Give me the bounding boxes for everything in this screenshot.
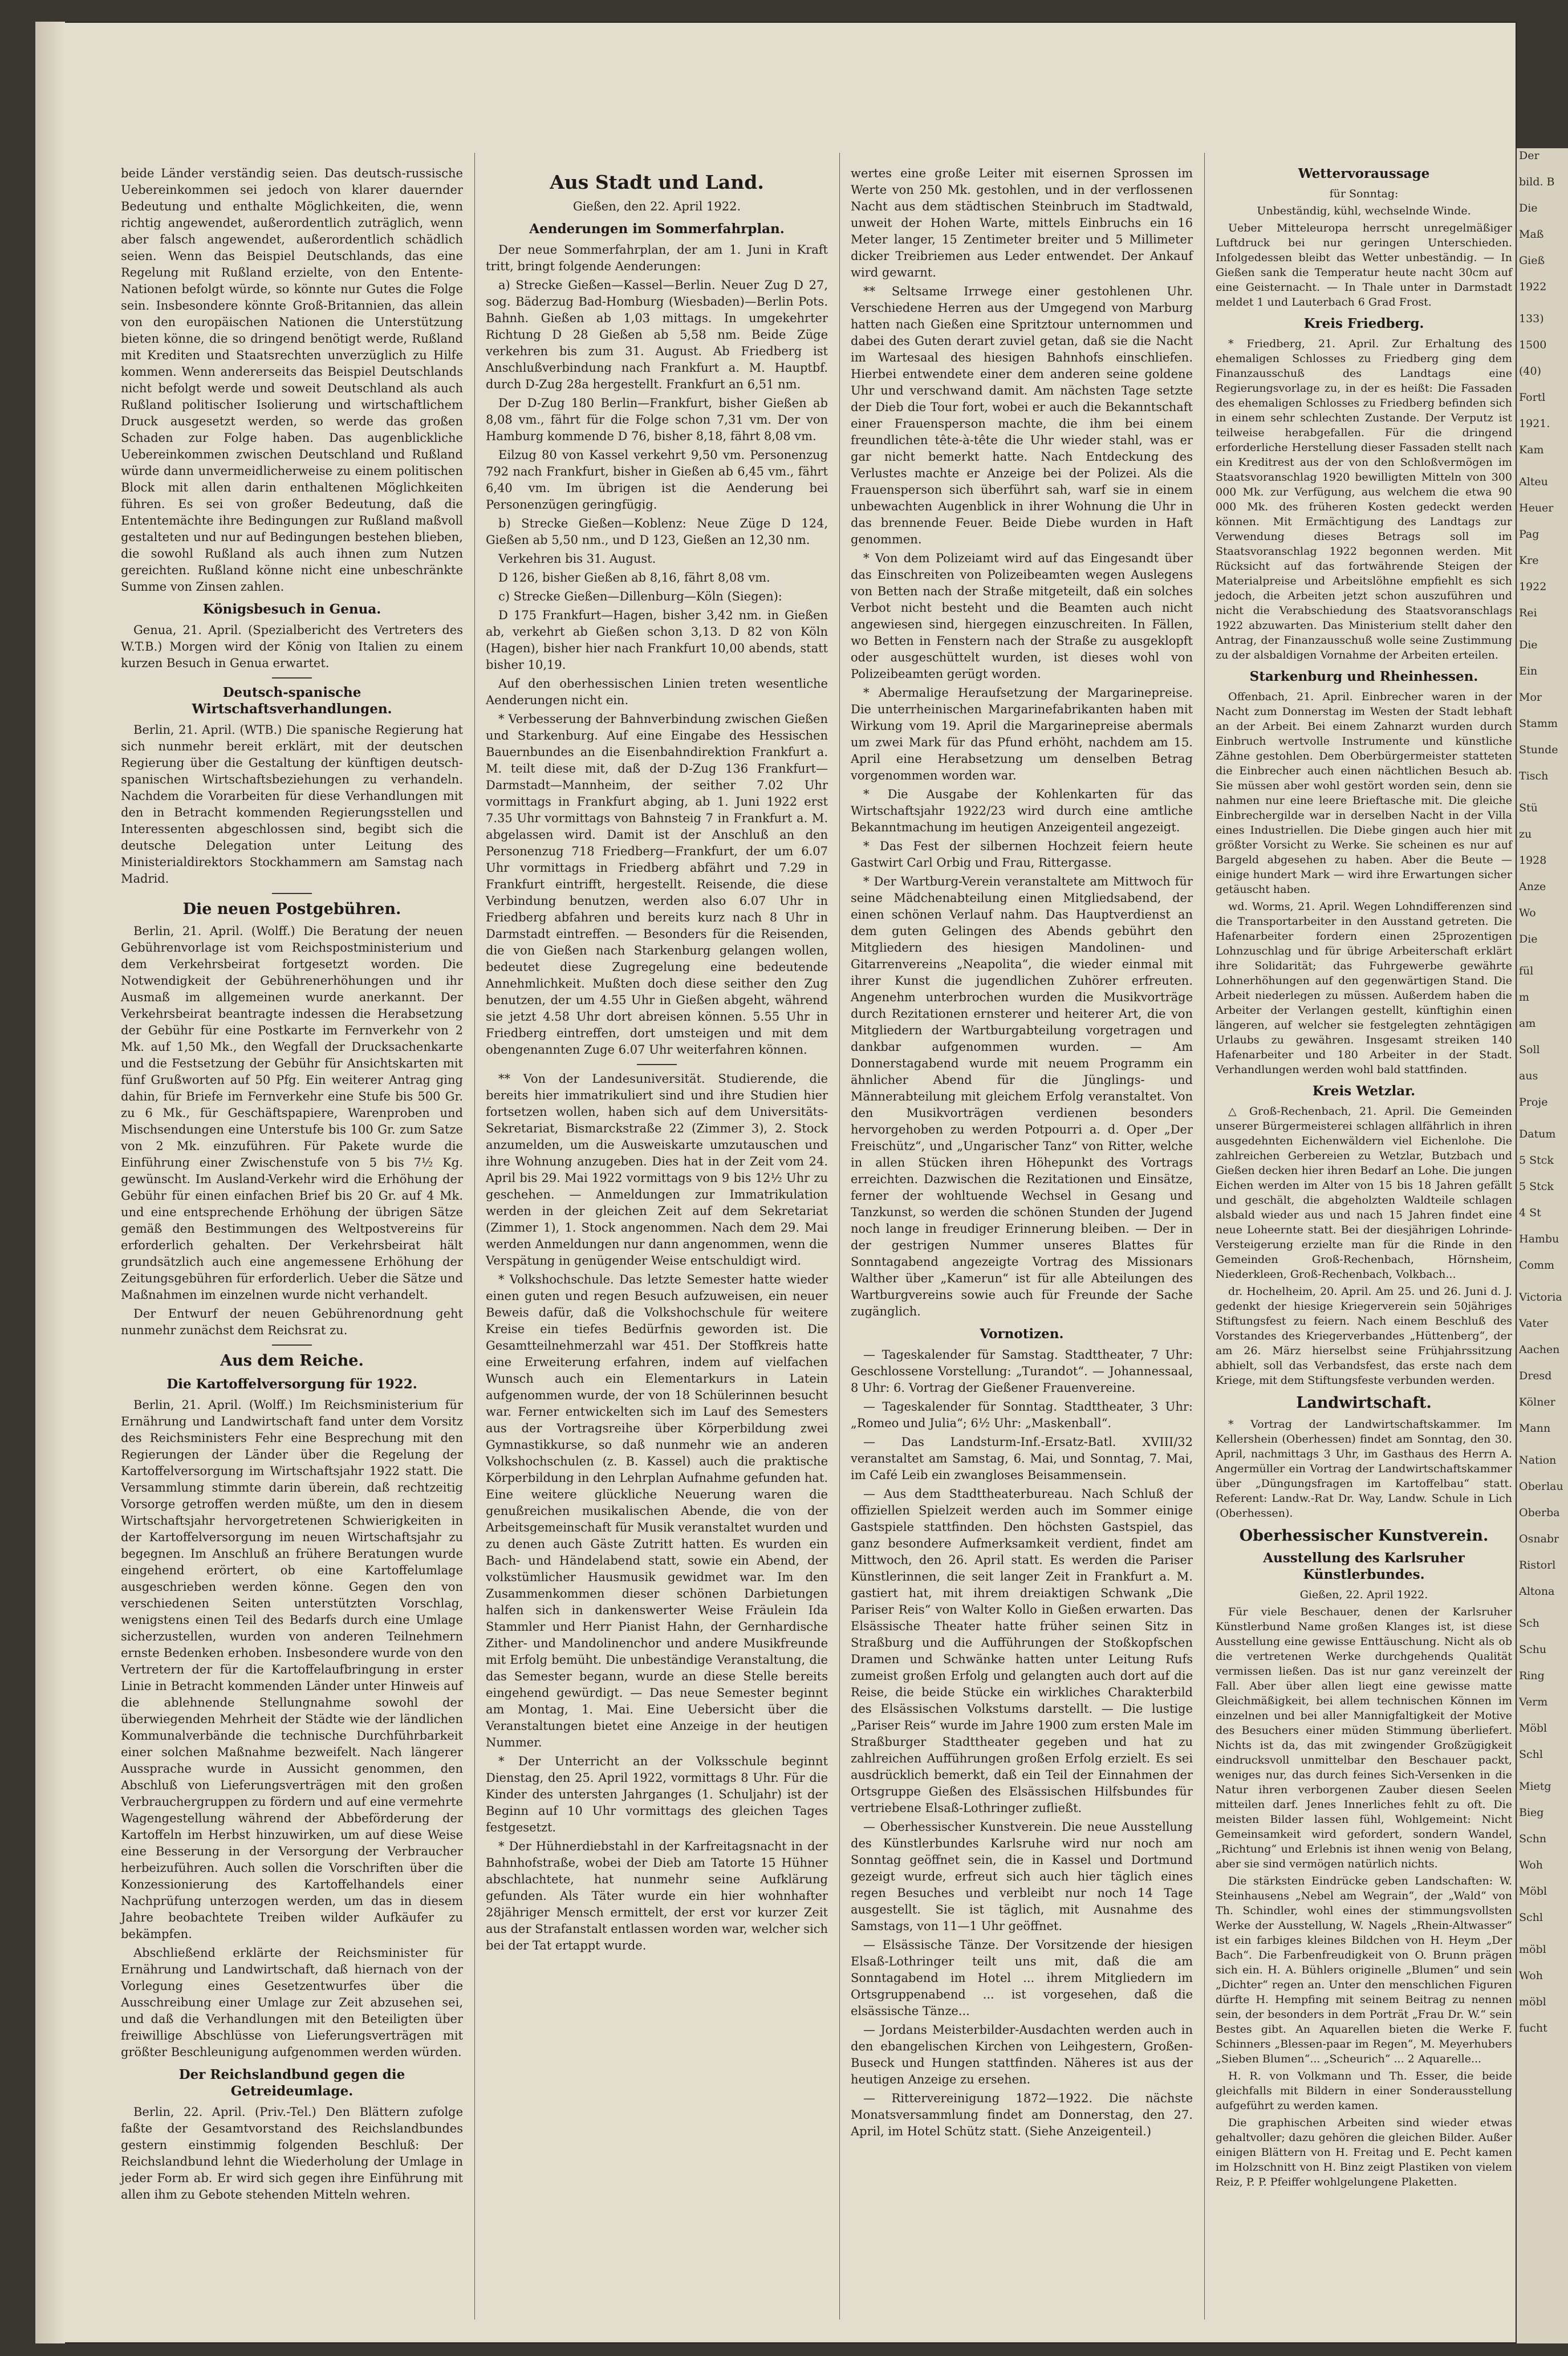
adjacent-page-line: fucht bbox=[1519, 2022, 1547, 2034]
adjacent-page-line: 5 Stck bbox=[1519, 1180, 1554, 1193]
adjacent-page-line: 1922 bbox=[1519, 580, 1547, 593]
adjacent-page-line: Victoria bbox=[1519, 1291, 1562, 1303]
heading-starkenburg: Starkenburg und Rheinhessen. bbox=[1249, 669, 1478, 684]
adjacent-page-line: Aachen bbox=[1519, 1343, 1560, 1356]
divider bbox=[272, 893, 312, 894]
notice-sonntag: — Tageskalender für Sonntag. Stadttheater, 3 Uhr: „Romeo und Julia“; 6½ Uhr: „Maskenball“. bbox=[851, 1400, 1193, 1430]
fahrplan-paragraph: b) Strecke Gießen—Koblenz: Neue Züge D 124, Gießen ab 5,50 nm., und D 123, Gießen an 12,30 nm. bbox=[486, 517, 828, 547]
adjacent-page-line: 1500 bbox=[1519, 339, 1547, 351]
adjacent-page-line: Schn bbox=[1519, 1833, 1547, 1845]
article-kartoffel-2: Abschließend erklärte der Reichsminister für Ernährung und Landwirtschaft, daß hiernach von der Vorlegung eines Gesetzentwurfes über die Ausschreibung einer Umlage zur Zeit abzusehen sei, und daß die Verhandlungen mit den Beteiligten über freiwillige Abschlüsse von Lieferungsverträgen mit größter Beschleunigung aufgenommen werden würden. bbox=[121, 1946, 463, 2059]
fahrplan-paragraph: a) Strecke Gießen—Kassel—Berlin. Neuer Zug D 27, sog. Bäderzug Bad-Homburg (Wiesbaden)—Berlin Pots. Bahnh. Gießen ab 1,03 mittags. In umgekehrter Richtung D 28 Gießen ab 5,58 nm. Beide Züge verkehren bis zum 31. August. Ab Friedberg ist Anschlußverbindung nach Frankfurt a. M. Hauptbf. durch D-Zug 28a hergestellt. Frankfurt an 6,51 nm. bbox=[486, 278, 828, 391]
adjacent-page-line: Proje bbox=[1519, 1096, 1548, 1108]
article-worms: wd. Worms, 21. April. Wegen Lohndifferenzen sind die Transportarbeiter in den Ausstand getreten. Die Hafenarbeiter fordern einen 25prozentigen Lohnzuschlag und für übrige Arbeiterschaft erklärt ihre Solidarität; das Fuhrgewerbe gewährte Lohnerhöhungen auf den gegenwärtigen Stand. Die Arbeit niederlegen zu müssen. Außerdem haben die Arbeiter der Verlangen gestellt, künftighin einen längeren, auf welcher sie festgelegten zehntägigen Urlaubs zu gewähren. Insgesamt streiken 140 Hafenarbeiter und 180 Arbeiter in der Stadt. Verhandlungen werden wohl bald stattfinden. bbox=[1216, 900, 1512, 1076]
article-margarine: * Abermalige Heraufsetzung der Margarinepreise. Die unterrheinischen Margarinefabrikanten haben mit Wirkung vom 19. April die Margarinepreise abermals um zwei Mark für das Pfund erhöht, nachdem am 15. April eine Herabsetzung um denselben Betrag vorgenommen worden war. bbox=[851, 686, 1193, 782]
adjacent-page-line: Mietg bbox=[1519, 1780, 1551, 1793]
article-landesuniversitaet: ** Von der Landesuniversität. Studierende, die bereits hier immatrikuliert sind und ihre Studien hier fortsetzen wollen, haben sich auf dem Universitäts-Sekretariat, Bismarckstraße 22 (Zimmer 3), 2. Stock anzumelden, um die Ausweiskarte umzutauschen und ihre Wohnung anzugeben. Dies hat in der Zeit vom 24. April bis 29. Mai 1922 vormittags von 9 bis 12½ Uhr zu geschehen. — Anmeldungen zur Immatrikulation werden in der gleichen Zeit auf dem Sekretariat (Zimmer 1), 1. Stock angenommen. Nach dem 29. Mai werden Anmeldungen nur dann angenommen, wenn die Verspätung in genügender Weise entschuldigt wird. bbox=[486, 1072, 828, 1268]
adjacent-page-line: m bbox=[1519, 991, 1530, 1004]
fahrplan-paragraph: Der neue Sommerfahrplan, der am 1. Juni in Kraft tritt, bringt folgende Aenderungen: bbox=[486, 243, 828, 273]
adjacent-page-line: aus bbox=[1519, 1070, 1538, 1082]
article-kohlenkarten: * Die Ausgabe der Kohlenkarten für das Wirtschaftsjahr 1922/23 wird durch eine amtliche Bekanntmachung im heutigen Anzeigenteil angezeigt. bbox=[851, 787, 1193, 834]
adjacent-page-line: Der bbox=[1519, 149, 1539, 162]
adjacent-page-line: Schl bbox=[1519, 1911, 1543, 1924]
adjacent-page-line: Altona bbox=[1519, 1585, 1555, 1598]
article-silberhochzeit: * Das Fest der silbernen Hochzeit feiern heute Gastwirt Carl Orbig und Frau, Rittergasse. bbox=[851, 839, 1193, 870]
adjacent-page-line: am bbox=[1519, 1017, 1536, 1030]
article-kartoffel: Berlin, 21. April. (Wolff.) Im Reichsministerium für Ernährung und Landwirtschaft fand unter dem Vorsitz des Reichsministers Fehr eine Besprechung mit den Regierungen der Länder über die Regelung der Kartoffelversorgung im Wirtschaftsjahr 1922 statt. Die Versammlung stimmte darin überein, daß rechtzeitig Vorsorge getroffen werden müßte, um den in diesem Wirtschaftsjahr hervorgetretenen Schwierigkeiten in der Kartoffelversorgung im neuen Wirtschaftsjahr zu begegnen. Im Anschluß an frühere Beratungen wurde eingehend erörtert, ob eine Kartoffelumlage ausgeschrieben werden könne. Gegen den von verschiedenen Seiten unterstützten Vorschlag, wenigstens einen Teil des Bedarfs durch eine Umlage sicherzustellen, wurden von anderen Teilnehmern ernste Bedenken erhoben. Insbesondere wurde von den Vertretern der für die Kartoffelaufbringung in erster Linie in Betracht kommenden Länder unter Hinweis auf die ablehnende Stellungnahme sowohl der überwiegenden Mehrheit der Städte wie der ländlichen Kommunalverbände die technische Durchführbarkeit einer solchen Maßnahme bezweifelt. Nach längerer Aussprache wurde in Aussicht genommen, den Abschluß von Lieferungsverträgen mit den großen Verbrauchergruppen zu fördern und auf eine vermehrte Wagengestellung während der Abbeförderung der Kartoffeln im Herbst hinzuwirken, um auf diese Weise eine Besserung in der Versorgung der Verbraucher herbeizuführen. Auch sollen die Vorschriften über die Konzessionierung des Kartoffelhandels einer Nachprüfung unterzogen werden, um das in diesem Jahre beobachtete Treiben wilder Aufkäufer zu bekämpfen. bbox=[121, 1398, 463, 1941]
fahrplan-paragraph: Eilzug 80 von Kassel verkehrt 9,50 vm. Personenzug 792 nach Frankfurt, bisher in Gießen ab 6,45 vm., fährt 6,40 vm. Im übrigen ist die Aenderung bei Personenzügen geringfügig. bbox=[486, 448, 828, 511]
heading-vornotizen: Vornotizen. bbox=[980, 1326, 1064, 1342]
kunstverein-review: Für viele Beschauer, denen der Karlsruher Künstlerbund Name großen Klanges ist, ist diese Ausstellung eine gewisse Enttäuschung. Nicht als ob die vertretenen Werke durchgehends Qualität vermissen ließen. Das ist nur ganz vereinzelt der Fall. Aber über allen liegt eine gewisse matte Gleichmäßigkeit, bei allem technischen Können im einzelnen und bei aller Mannigfaltigkeit der Motive des Besuchers einer müden Stimmung überliefert. Nichts ist da, das mit zwingender Großzügigkeit eindrucksvoll unmittelbar den Beschauer packt, weniges nur, das durch feines Sich-Versenken in die Natur ihren verborgenen Zauber diesen Seelen mitteilen darf. Jenes Innerliches fehlt zu oft. Die meisten Bilder lassen fühl, Wohlgemeint: Nicht Gemeinsamkeit wird gefordert, sondern Wandel, „Richtung“ und Erlebnis ist ihnen wenig von Belang, aber sie sind vermögen natürlich nichts. bbox=[1216, 1606, 1512, 1870]
article-volksschule: * Der Unterricht an der Volksschule beginnt Dienstag, den 25. April 1922, vormittags 8 Uhr. Für die Kinder des untersten Jahrganges (1. Schuljahr) ist der Beginn auf 10 Uhr vormittags des gleichen Tages festgesetzt. bbox=[486, 1754, 828, 1834]
article-gross-rechenbach: △ Groß-Rechenbach, 21. April. Die Gemeinden unserer Bürgermeisterei schlagen allfährlich in ihren ausgedehnten Eichenwäldern viel Eichenlohe. Die zahlreichen Gerbereien zu Wetzlar, Butzbach und Gießen decken hier ihren Bedarf an Lohe. Die jungen Eichen werden im Alter von 15 bis 18 Jahren gefällt und geschält, die abgeholzten Waldteile schlagen alsbald wieder aus und nach 15 Jahren findet eine neue Loheernte statt. Bei der diesjährigen Lohrinde-Versteigerung erzielte man für die Rinde in den Gemeinden Groß-Rechenbach, Hörnsheim, Niederkleen, Groß-Rechenbach, Volkbach... bbox=[1216, 1105, 1512, 1281]
heading-kreis-friedberg: Kreis Friedberg. bbox=[1303, 316, 1424, 331]
column-3 bbox=[851, 165, 1193, 2142]
column-rule bbox=[474, 153, 475, 2320]
adjacent-page-line: 4 St bbox=[1519, 1207, 1541, 1219]
fahrplan-paragraph: D 175 Frankfurt—Hagen, bisher 3,42 nm. in Gießen ab, verkehrt ab Gießen schon 3,13. D 82 von Köln (Hagen), bisher hier nach Frankfurt 10,00 abends, statt bisher 10,19. bbox=[486, 608, 828, 672]
adjacent-page-line: Ring bbox=[1519, 1669, 1545, 1682]
article-leiter-diebstahl: wertes eine große Leiter mit eisernen Sprossen im Werte von 250 Mk. gestohlen, und in der verflossenen Nacht aus dem städtischen Steinbruch im Stadtwald, unweit der Hohen Warte, mittels Einbruchs ein 16 Meter langer, 15 Zentimeter breiter und 5 Millimeter dicker Treibriemen aus Leder entwendet. Der Ankauf wird gewarnt. bbox=[851, 166, 1193, 279]
kunstverein-review: H. R. von Volkmann und Th. Esser, die beide gleichfalls mit Bildern in einer Sonderausstellung aufgeführt zu werden kamen. bbox=[1216, 2070, 1512, 2112]
heading-getreideumlage: Der Reichslandbund gegen die Getreideumlage. bbox=[178, 2067, 405, 2099]
adjacent-page-line: Mor bbox=[1519, 691, 1542, 704]
article-postgebuehren: Berlin, 21. April. (Wolff.) Die Beratung der neuen Gebührenvorlage ist vom Reichspostministerium und dem Verkehrsbeirat fortgesetzt worden. Die Notwendigkeit der Gebührenerhöhungen und ihr Ausmaß im allgemeinen wurde anerkannt. Der Verkehrsbeirat beantragte indessen die Herabsetzung der Gebühr für eine Postkarte im Fernverkehr von 2 Mk. auf 1,50 Mk., den Wegfall der Drucksachenkarte und die Festsetzung der Gebühr für Ansichtskarten mit fünf Grußworten auf 50 Pfg. Ein weiterer Antrag ging dahin, für Briefe im Fernverkehr eine Stufe bis 500 Gr. zu 6 Mk., für Geschäftspapiere, Warenproben und Mischsendungen eine Unterstufe bis 100 Gr. zum Satze von 2 Mk. einzuführen. Für Pakete wurde die Einführung einer Zwischenstufe von 5 bis 7½ Kg. gewünscht. Im Ausland-Verkehr wird die Erhöhung der Gebühr für einen einfachen Brief bis 20 Gr. auf 4 Mk. und eine entsprechende Erhöhung der übrigen Sätze gemäß den Bestimmungen des Weltpostvereins für erforderlich gehalten. Der Verkehrsbeirat hält grundsätzlich auch eine angemessene Erhöhung der Zeitungsgebühren für erforderlich. Ueber die Sätze und Maßnahmen im einzelnen wurde nicht verhandelt. bbox=[121, 924, 463, 1302]
adjacent-page-line: 5 Stck bbox=[1519, 1154, 1554, 1167]
column-rule bbox=[1204, 153, 1205, 2320]
article-polizeiamt: * Von dem Polizeiamt wird auf das Eingesandt über das Einschreiten von Polizeibeamten wegen Auslegens von Betten nach der Straße mitgeteilt, daß ein solches Verbot nicht besteht und die Beamten auch nicht angewiesen sind, hiergegen einzuschreiten. In Fällen, wo Betten in Fenstern nach der Straße zu ausgeklopft oder ausgeschüttelt wurden, ist dieses wohl von Polizeibeamten gerügt worden. bbox=[851, 551, 1193, 681]
adjacent-page-line: bild. B bbox=[1519, 176, 1555, 188]
adjacent-page-line: Kre bbox=[1519, 554, 1539, 567]
column-4 bbox=[1216, 165, 1512, 2192]
article-russia-continued: beide Länder verständig seien. Das deutsch-russische Uebereinkommen sei jedoch von klarer dauernder Bedeutung und enthalte Möglichkeiten, die, wenn richtig angewendet, außerordentlich zuträglich, wenn aber falsch angewendet, außerordentlich schädlich seien. Wenn das Beispiel Deutschlands, das eine Regelung mit Rußland erzielte, von den Entente-Nationen befolgt würde, so könnte nur Gutes die Folge sein. Insbesondere könnte Groß-Britannien, das allein von den europäischen Nationen die Unterstützung bieten könne, die so dringend benötigt werde, Rußland mit Krediten und Staatsrechten unverzüglich zu Hilfe kommen. Wenn andererseits das Beispiel Deutschlands nicht befolgt werde und soweit Deutschland als auch Rußland politischer Isolierung und wirtschaftlichem Druck ausgesetzt werden, so werde das großen Schaden zur Folge haben. Das augenblickliche Uebereinkommen zwischen Deutschland und Rußland würde dann unvermeidlicherweise zu einem politischen Block mit allen darin enthaltenen Möglichkeiten führen. Es sei von großer Bedeutung, daß die Ententemächte ihre Bedingungen zur Rußland maßvoll gestalteten und nur auf Bedingungen bestehen blieben, die sowohl Rußland als auch ihnen zum Nutzen gereichten. Rußland könne nicht eine unbeschränkte Summe von Zinsen zahlen. bbox=[121, 166, 463, 594]
adjacent-page-line: Die bbox=[1519, 933, 1538, 945]
article-huehnerdiebstahl: * Der Hühnerdiebstahl in der Karfreitagsnacht in der Bahnhofstraße, wobei der Dieb am Tatorte 15 Hühner abschlachtete, hat nunmehr seine Aufklärung gefunden. Als Täter wurde ein hier wohnhafter 28jähriger Mensch ermittelt, der erst vor kurzer Zeit aus der Strafanstalt entlassen worden war, welcher sich bei der Tat ertappt wurde. bbox=[486, 1839, 828, 1952]
adjacent-page-line: Fortl bbox=[1519, 391, 1546, 404]
adjacent-page-edge bbox=[1517, 148, 1568, 2343]
adjacent-page-line: Schl bbox=[1519, 1748, 1543, 1761]
adjacent-page-line: Ristorl bbox=[1519, 1559, 1556, 1571]
fahrplan-paragraph: Verkehren bis 31. August. bbox=[498, 552, 656, 566]
dateline: Gießen, den 22. April 1922. bbox=[572, 200, 741, 213]
adjacent-page-line: möbl bbox=[1519, 1996, 1546, 2008]
adjacent-page-line: Maß bbox=[1519, 228, 1544, 241]
heading-aus-dem-reiche: Aus dem Reiche. bbox=[220, 1352, 364, 1370]
article-volkshochschule: * Volkshochschule. Das letzte Semester hatte wieder einen guten und regen Besuch aufzuweisen, ein neuer Beweis dafür, daß die Volkshochschule für weitere Kreise ein tiefes Bedürfnis geworden ist. Die Gesamtteilnehmerzahl war 451. Der Stoffkreis hatte eine Erweiterung erfahren, indem auf vielfachen Wunsch auch ein Elementarkurs in Latein aufgenommen wurde, der von 18 Schülerinnen besucht war. Ferner entwickelten sich im Lauf des Semesters aus der Vortragsreihe über Körperbildung zwei Gymnastikkurse, so daß nunmehr wie an anderen Volkshochschulen (z. B. Kassel) auch die praktische Körperbildung in den Lehrplan Aufnahme gefunden hat. Eine weitere glückliche Neuerung waren die genußreichen musikalischen Abende, die von der Arbeitsgemeinschaft für Musik veranstaltet wurden und zu denen auch Gäste Zutritt hatten. Es wurden ein Bach- und Händelabend statt, sowie ein Abend, der volkstümlicher Hausmusik gewidmet war. Im den Zusammenkommen dieser schönen Darbietungen halfen sich in dankenswerter Weise Fräulein Ida Stammler und Herr Pianist Hahn, der Gernhardische Zither- und Mandolinenchor und andere Musikfreunde mit Erfolg bemüht. Die unbeständige Veranstaltung, die das Semester begann, wurde an diese Stelle bereits eingehend gewürdigt. — Das neue Semester beginnt am Montag, 1. Mai. Eine Uebersicht über die Veranstaltungen bietet eine Anzeige in der heutigen Nummer. bbox=[486, 1273, 828, 1749]
heading-wettervoraussage: Wettervoraussage bbox=[1298, 166, 1430, 181]
notice-jordans-meisterbilder: — Jordans Meisterbilder-Ausdachten werden auch in den ebangelischen Kirchen von Leihgestern, Großen-Buseck und Hungen stattfinden. Näheres ist aus der heutigen Anzeige zu ersehen. bbox=[851, 2023, 1193, 2086]
heading-kunstverein: Oberhessischer Kunstverein. bbox=[1239, 1527, 1489, 1545]
adjacent-page-line: 133) bbox=[1519, 312, 1544, 325]
notice-rittervereinigung: — Rittervereinigung 1872—1922. Die nächste Monatsversammlung findet am Donnerstag, den 27. April, im Hotel Schütz statt. (Siehe Anzeigenteil.) bbox=[851, 2091, 1193, 2138]
column-1 bbox=[121, 165, 463, 2205]
adjacent-page-line: 1921. bbox=[1519, 417, 1550, 430]
adjacent-page-line: Vater bbox=[1519, 1317, 1549, 1330]
adjacent-page-line: Stamm bbox=[1519, 717, 1558, 730]
adjacent-page-line: Oberba bbox=[1519, 1506, 1560, 1519]
newspaper-page bbox=[35, 22, 1517, 2343]
adjacent-page-line: Möbl bbox=[1519, 1885, 1547, 1898]
wetter-summary: Unbeständig, kühl, wechselnde Winde. bbox=[1257, 205, 1471, 217]
adjacent-page-line: Anze bbox=[1519, 880, 1546, 893]
adjacent-page-line: Verm bbox=[1519, 1696, 1548, 1708]
adjacent-page-line: fül bbox=[1519, 965, 1534, 977]
notice-stadttheater: — Aus dem Stadttheaterbureau. Nach Schluß der offiziellen Spielzeit werden auch im Sommer einige Gastspiele stattfinden. Den höchsten Gastspiel, das ganz besondere Aufmerksamkeit verdient, findet am Mittwoch, den 26. April statt. Es werden die Pariser Künstlerinnen, die seit langer Zeit in Frankfurt a. M. gastiert hat, mit ihrem dreiaktigen Schwank „Die Pariser Reis“ von Walter Kollo in Gießen erwarten. Das Elsässische Theater hatte früher seinen Sitz in Straßburg und die Aufführungen der Stoßkopfschen Dramen und Schwänke hatten unter Leitung Rufs zumeist großen Erfolg und gelangten auch dort auf die Reise, die beide Stücke ein wirkliches Charakterbild des Elsässischen Volkstums darstellt. — Die lustige „Pariser Reis“ wurde im Jahre 1900 zum ersten Male im Straßburger Stadttheater gegeben und hat zu zahlreichen Aufführungen großen Erfolg erzielt. Es sei ausdrücklich bemerkt, daß ein Teil der Einnahmen der Ortsgruppe Gießen des Elsässischen Hilfsbundes für vertriebene Elsaß-Lothringer zufließt. bbox=[851, 1487, 1193, 1815]
adjacent-page-line: Pag bbox=[1519, 528, 1539, 541]
notice-kunstverein: — Oberhessischer Kunstverein. Die neue Ausstellung des Künstlerbundes Karlsruhe wird nur noch am Sonntag geöffnet sein, die in Kassel und Dortmund gezeigt wurde, erfreut sich auch hier täglich eines regen Besuches und verbleibt nur noch 14 Tage ausgestellt. Sie ist täglich, mit Ausnahme des Samstags, von 11—1 Uhr geöffnet. bbox=[851, 1820, 1193, 1933]
article-getreideumlage: Berlin, 22. April. (Priv.-Tel.) Den Blättern zufolge faßte der Gesamtvorstand des Reichslandbundes gestern einstimmig folgenden Beschluß: Der Reichslandbund lehnt die Wiederholung der Umlage in jeder Form ab. Er wird sich gegen ihre Einführung mit allen ihm zu Gebote stehenden Mitteln wehren. bbox=[121, 2105, 463, 2201]
kunstverein-dateline: Gießen, 22. April 1922. bbox=[1299, 1589, 1428, 1601]
adjacent-page-line: Datum bbox=[1519, 1128, 1556, 1140]
adjacent-page-line: Nation bbox=[1519, 1454, 1557, 1467]
article-landwirtschaftskammer: * Vortrag der Landwirtschaftskammer. Im Kellershein (Oberhessen) findet am Sonntag, den 30. April, nachmittags 3 Uhr, im Gasthaus des Herrn A. Angermüller ein Vortrag der Landwirtschaftskammer über „Düngungsfragen im Kartoffelbau“ statt. Referent: Landw.-Rat Dr. Way, Landw. Schule in Lich (Oberhessen). bbox=[1216, 1418, 1512, 1520]
article-hochelheim: dr. Hochelheim, 20. April. Am 25. und 26. Juni d. J. gedenkt der hiesige Kriegerverein sein 50jähriges Stiftungsfest zu feiern. Nach einem Beschluß des Vorstandes des Kriegerverbandes „Hüttenberg“, der am 26. März hierselbst seine Frühjahrssitzung abhielt, soll das Verbandsfest, das erste nach dem Kriege, mit dem Stiftungsfeste verbunden werden. bbox=[1216, 1285, 1512, 1387]
fahrplan-paragraph: D 126, bisher Gießen ab 8,16, fährt 8,08 vm. bbox=[498, 571, 770, 584]
notice-elsaessische-taenze: — Elsässische Tänze. Der Vorsitzende der hiesigen Elsaß-Lothringer teilt uns mit, daß die am Sonntagabend im Hotel ... ihrem Mitgliedern im Ortsgruppenabend ... ist vorgesehen, daß die elsässische Tänze... bbox=[851, 1938, 1193, 2018]
adjacent-page-line: Bieg bbox=[1519, 1806, 1544, 1819]
heading-deutsch-spanisch: Deutsch-spanische Wirtschaftsverhandlungen. bbox=[192, 685, 392, 717]
wetter-subheading: für Sonntag: bbox=[1329, 188, 1399, 200]
adjacent-page-line: Stü bbox=[1519, 802, 1538, 814]
adjacent-page-line: Dresd bbox=[1519, 1370, 1552, 1382]
article-wartburg-verein: * Der Wartburg-Verein veranstaltete am Mittwoch für seine Mädchenabteilung einen Mitgliedsabend, der einen schönen Verlauf nahm. Das Hauptverdienst an dem guten Gelingen des Abends gebührt den Mitgliedern des hiesigen Mandolinen- und Gitarrenvereins „Neapolita“, die wieder einmal mit ihrer Kunst die jugendlichen Zuhörer erfreuten. Angenehm unterbrochen wurden die Musikvorträge durch Rezitationen ernsterer und heiterer Art, die von Mitgliedern der Wartburgabteilung vorgetragen und dankbar aufgenommen wurden. — Am Donnerstagabend wurde mit neuem Programm ein ähnlicher Abend für die Jünglings- und Männerabteilung mit gleichem Erfolg veranstaltet. Von den Musikvorträgen verdienen besonders hervorgehoben zu werden Potpourri a. d. Oper „Der Freischütz“, und „Ungarischer Tanz“ von Ritter, welche in allen Stücken ihren Höhepunkt des Vortrags erreichten. Dazwischen die Rezitationen und Einsätze, ferner der wohltuende Wechsel in Gesang und Tanzkunst, so werden die schönen Stunden der Jugend noch lange in freudiger Erinnerung bleiben. — Der in der gestrigen Nummer unseres Blattes für Sonntagabend angezeigte Vortrag des Missionars Walther über „Kamerun“ ist für alle Abteilungen des Wartburgvereins sowie auch für Freunde der Sache zugänglich. bbox=[851, 875, 1193, 1318]
adjacent-page-line: Woh bbox=[1519, 1969, 1543, 1982]
adjacent-page-line: Kam bbox=[1519, 444, 1544, 456]
heading-kartoffelversorgung: Die Kartoffelversorgung für 1922. bbox=[166, 1376, 417, 1392]
kunstverein-subheading: Ausstellung des Karlsruher Künstlerbundes. bbox=[1263, 1550, 1465, 1582]
adjacent-page-line: Gieß bbox=[1519, 254, 1545, 267]
adjacent-page-line: Schu bbox=[1519, 1643, 1547, 1656]
heading-aus-stadt-und-land: Aus Stadt und Land. bbox=[550, 171, 764, 193]
kunstverein-review: Die stärksten Eindrücke geben Landschaften: W. Steinhausens „Nebel am Wegrain“, der „Wald“ von Th. Schindler, wohl eines der stimmungsvollsten Werke der Ausstellung, W. Nagels „Rhein-Altwasser“ ist ein farbiges kleines Bildchen von H. Heym „Der Bach“. Die Farbenfreudigkeit von O. Brunn prägen sich ein. H. A. Bühlers originelle „Blumen“ und sein „Dichter“ regen an. Unter den menschlichen Figuren dürfte H. Hempfing mit seinem Beitrag zu nennen sein, der besonders in dem Porträt „Frau Dr. W.“ sein Bestes gibt. An Aquarellen bieten die Werke F. Schinners „Blessen-paar im Regen“, M. Meyerhubers „Sieben Blumen“... „Scheurich“ ... 2 Aquarelle... bbox=[1216, 1875, 1512, 2065]
heading-koenigsbesuch: Königsbesuch in Genua. bbox=[202, 602, 381, 617]
article-gestohlene-uhr: ** Seltsame Irrwege einer gestohlenen Uhr. Verschiedene Herren aus der Umgegend von Marburg hatten nach Gießen eine Spritztour unternommen und dabei des Guten derart zuviel getan, daß sie die Nacht im Wartesaal des hiesigen Bahnhofs einschliefen. Hierbei entwendete einer dem anderen seine goldene Uhr und verschwand damit. Am nächsten Tage setzte der Dieb die Tour fort, wobei er auch die Bekanntschaft einer Frauensperson machte, die ihm bei einem freundlichen tête-à-tête die Uhr wieder stahl, was er gar nicht bemerkt hatte. Nach Entdeckung des Verlustes machte er Anzeige bei der Polizei. Als die Frauensperson sich überführt sah, warf sie in einem unbewachten Augenblick in ihrer Wohnung die Uhr in das brennende Feuer. Beide Diebe wurden in Haft genommen. bbox=[851, 285, 1193, 546]
heading-postgebuehren: Die neuen Postgebühren. bbox=[182, 900, 401, 918]
adjacent-page-line: Comm bbox=[1519, 1259, 1555, 1272]
adjacent-page-line: Stunde bbox=[1519, 744, 1558, 756]
adjacent-page-line: 1928 bbox=[1519, 854, 1547, 867]
adjacent-page-line: Rei bbox=[1519, 607, 1537, 619]
adjacent-page-line: Die bbox=[1519, 639, 1538, 651]
adjacent-page-text bbox=[1519, 148, 1568, 2036]
article-postgebuehren-2: Der Entwurf der neuen Gebührenordnung geht nunmehr zunächst dem Reichsrat zu. bbox=[121, 1307, 463, 1337]
adjacent-page-line: (40) bbox=[1519, 365, 1542, 377]
fahrplan-paragraph: c) Strecke Gießen—Dillenburg—Köln (Siegen): bbox=[498, 590, 782, 603]
wetter-details: Ueber Mitteleuropa herrscht unregelmäßiger Luftdruck bei nur geringen Unterschieden. Infolgedessen bleibt das Wetter unbeständig. — In Gießen sank die Temperatur heute nacht 30cm auf eine Geisternacht. — In Thale unter in Darmstadt meldet 1 und Lauterbach 6 Grad Frost. bbox=[1216, 222, 1512, 308]
article-offenbach: Offenbach, 21. April. Einbrecher waren in der Nacht zum Donnerstag im Westen der Stadt lebhaft an der Arbeit. Bei einem Zahnarzt wurden durch Einbruch wertvolle Instrumente und künstliche Zähne gestohlen. Dem Oberbürgermeister statteten die Einbrecher auch einen nächtlichen Besuch ab. Sie müssen aber wohl gestört worden sein, denn sie nahmen nur eine leere Brieftasche mit. Die gleiche Einbrechergilde war in derselben Nacht in der Villa eines Industriellen. Die Diebe gingen auch hier mit größter Vorsicht zu Werke. Sie scheinen es nur auf Bargeld abgesehen zu haben. Aber die Beute — einige hundert Mark — wird ihre Erwartungen sicher getäuscht haben. bbox=[1216, 690, 1512, 896]
adjacent-page-line: Heuer bbox=[1519, 502, 1554, 514]
article-friedberg-schloss: * Friedberg, 21. April. Zur Erhaltung des ehemaligen Schlosses zu Friedberg ging dem Finanzausschuß des Landtags eine Regierungsvorlage zu, in der es heißt: Die Fassaden des ehemaligen Schlosses zu Friedberg befinden sich in einem sehr schlechten Zustande. Der Verputz ist teilweise herabgefallen. Für die dringend erforderliche Herstellung dieser Fassaden stellt nach ein Kreditrest aus der von den Schloßvermögen im Staatsvoranschlag 1920 bewilligten Mitteln von 300 000 Mk. zur Verfügung, aus welchem die etwa 90 000 Mk. des früheren Kosten gedeckt werden können. Mit Ermächtigung des Landtags zur Verwendung dieses Betrags soll im Staatsvoranschlag 1922 begonnen werden. Mit Rücksicht auf das fortwährende Steigen der Materialpreise und Arbeitslöhne empfiehlt es sich jedoch, die Arbeiten jetzt schon auszuführen und nicht die Verabschiedung des Staatsvoranschlags 1922 abzuwarten. Das Ministerium stellt daher den Antrag, der Finanzausschuß wolle seine Zustimmung zu der alsbaldigen Vornahme der Arbeiten erteilen. bbox=[1216, 338, 1512, 661]
adjacent-page-line: Wo bbox=[1519, 907, 1536, 919]
adjacent-page-line: Sch bbox=[1519, 1617, 1539, 1630]
column-rule bbox=[839, 153, 840, 2320]
heading-kreis-wetzlar: Kreis Wetzlar. bbox=[1312, 1083, 1416, 1099]
heading-sommerfahrplan: Aenderungen im Sommerfahrplan. bbox=[529, 221, 785, 237]
adjacent-page-line: Ein bbox=[1519, 665, 1538, 677]
adjacent-page-line: Tisch bbox=[1519, 770, 1549, 782]
notice-samstag: — Tageskalender für Samstag. Stadttheater, 7 Uhr: Geschlossene Vorstellung: „Turandot“. — Johannessaal, 8 Uhr: 6. Vortrag der Gießener Frauenvereine. bbox=[851, 1348, 1193, 1395]
article-deutsch-spanisch: Berlin, 21. April. (WTB.) Die spanische Regierung hat sich nunmehr bereit erklärt, mit der deutschen Regierung über die Gestaltung der künftigen deutsch-spanischen Wirtschaftsbeziehungen zu verhandeln. Nachdem die Vorarbeiten für diese Verhandlungen mit den in Betracht kommenden Regierungsstellen und Interessenten abgeschlossen sind, begibt sich die deutsche Delegation unter Leitung des Ministerialdirektors Stockhammern am Samstag nach Madrid. bbox=[121, 723, 463, 885]
adjacent-page-line: Die bbox=[1519, 202, 1538, 214]
adjacent-page-line: Kölner bbox=[1519, 1396, 1555, 1408]
heading-landwirtschaft: Landwirtschaft. bbox=[1296, 1394, 1432, 1412]
adjacent-page-line: Mann bbox=[1519, 1422, 1551, 1435]
adjacent-page-line: zu bbox=[1519, 828, 1532, 840]
adjacent-page-line: möbl bbox=[1519, 1943, 1546, 1956]
adjacent-page-line: Woh bbox=[1519, 1859, 1543, 1871]
adjacent-page-line: Möbl bbox=[1519, 1722, 1547, 1734]
fahrplan-paragraph: * Verbesserung der Bahnverbindung zwischen Gießen und Starkenburg. Auf eine Eingabe des Hessischen Bauernbundes an die Eisenbahndirektion Frankfurt a. M. teilt diese mit, daß der D-Zug 136 Frankfurt—Darmstadt—Mannheim, der seither 7.02 Uhr vormittags in Frankfurt abging, ab 1. Juni 1922 erst 7.35 Uhr vormittags von Bahnsteig 7 in Frankfurt a. M. abgelassen wird. Damit ist der Anschluß an den Personenzug 718 Friedberg—Frankfurt, der um 6.07 Uhr vormittags in Friedberg abfährt und 7.29 in Frankfurt eintrifft, hergestellt. Reisende, die diese Verbindung benutzen, werden also 6.07 Uhr in Friedberg abfahren und bereits kurz nach 8 Uhr in Darmstadt eintreffen. — Besonders für die Reisenden, die von Gießen nach Starkenburg gelangen wollen, bedeutet diese Zugregelung eine bedeutende Annehmlichkeit. Mußten doch diese seither den Zug benutzen, der um 4.55 Uhr in Gießen abgeht, während sie jetzt 4.58 Uhr dort abreisen können. 5.55 Uhr in Friedberg eintreffen, dort umsteigen und mit dem obengenannten Zuge 6.07 Uhr weiterfahren können. bbox=[486, 712, 828, 1057]
column-2 bbox=[486, 165, 828, 1956]
article-koenigsbesuch: Genua, 21. April. (Spezialbericht des Vertreters des W.T.B.) Morgen wird der König von Italien zu einem kurzen Besuch in Genua erwartet. bbox=[121, 623, 463, 670]
adjacent-page-line: Osnabr bbox=[1519, 1533, 1559, 1545]
adjacent-page-line: Oberlau bbox=[1519, 1480, 1563, 1493]
adjacent-page-line: Soll bbox=[1519, 1043, 1540, 1056]
divider bbox=[272, 677, 312, 679]
divider bbox=[272, 1344, 312, 1346]
adjacent-page-line: Alteu bbox=[1519, 476, 1548, 488]
notice-landsturm: — Das Landsturm-Inf.-Ersatz-Batl. XVIII/32 veranstaltet am Samstag, 6. Mai, und Sonntag, 7. Mai, im Café Leib ein zwangloses Beisammensein. bbox=[851, 1435, 1193, 1482]
kunstverein-review: Die graphischen Arbeiten sind wieder etwas gehaltvoller; dazu gehören die gleichen Bilder. Außer einigen Blättern von H. Freitag und E. Pecht kamen im Holzschnitt von H. Binz zeigt Plastiken von vielem Reiz, P. P. Pfeiffer wohlgelungene Plaketten. bbox=[1216, 2117, 1512, 2188]
adjacent-page-line: 1922 bbox=[1519, 281, 1547, 293]
fahrplan-paragraph: Auf den oberhessischen Linien treten wesentliche Aenderungen nicht ein. bbox=[486, 677, 828, 707]
fahrplan-paragraph: Der D-Zug 180 Berlin—Frankfurt, bisher Gießen ab 8,08 vm., fährt für die Folge schon 7,31 vm. Der von Hamburg kommende D 76, bisher 8,18, fährt 8,08 vm. bbox=[486, 396, 828, 443]
divider bbox=[637, 1064, 677, 1065]
adjacent-page-line: Hambu bbox=[1519, 1233, 1559, 1245]
